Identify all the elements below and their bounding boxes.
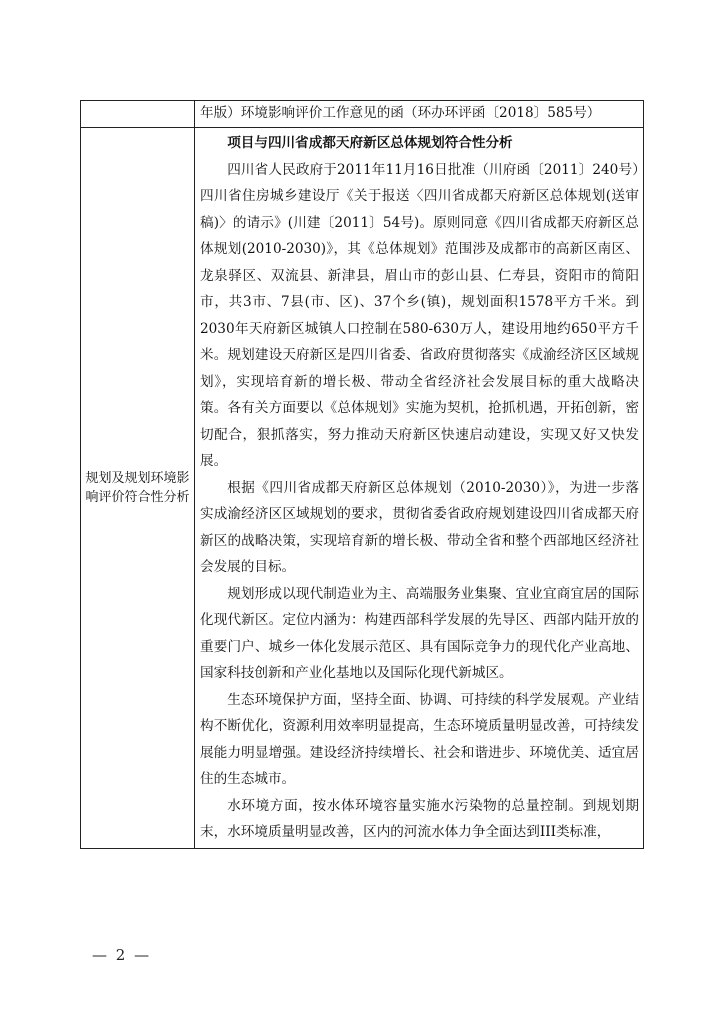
table-row [80, 127, 644, 848]
page-number: — 2 — [92, 946, 152, 964]
row-content-cell [195, 101, 643, 127]
continued-text: 年版）环境影响评价工作意见的函（环办环评函〔2018〕585号） [200, 105, 601, 121]
row-content-cell [195, 128, 643, 848]
paragraph: 规划形成以现代制造业为主、高端服务业集聚、宜业宜商宜居的国际化现代新区。定位内涵为：构建西部科学发展的先导区、西部内陆开放的重要门户、城乡一体化发展示范区、具有国际竞争力的现代化产业高地、国家科技创新和产业化基地以及国际化现代新城区。 [200, 585, 639, 681]
table-row [80, 101, 644, 127]
section-heading: 项目与四川省成都天府新区总体规划符合性分析 [227, 135, 513, 151]
paragraph: 水环境方面，按水体环境容量实施水污染物的总量控制。到规划期末，水环境质量明显改善，区内的河流水体力争全面达到III类标准， [200, 797, 639, 840]
paragraph: 生态环境保护方面，坚持全面、协调、可持续的科学发展观。产业结构不断优化，资源利用效率明显提高，生态环境质量明显改善，可持续发展能力明显增强。建设经济持续增长、社会和谐进步、环境优美、适宜居住的生态城市。 [200, 691, 639, 787]
document-table [80, 100, 644, 849]
paragraph: 四川省人民政府于2011年11月16日批准（川府函〔2011〕240号）四川省住房城乡建设厅《关于报送〈四川省成都天府新区总体规划(送审稿)〉的请示》(川建〔2011〕54号)。原则同意《四川省成都天府新区总体规划(2010-2030)》，其《总体规划》范围涉及成都市的高新区南区、龙泉驿区、双流县、新津县，眉山市的彭山县、仁寿县，资阳市的简阳市，共3市、7县(市、区)、37个乡(镇)，规划面积1578平方千米。到2030年天府新区城镇人口控制在580-630万人，建设用地约650平方千米。规划建设天府新区是四川省委、省政府贯彻落实《成渝经济区区域规划》，实现培育新的增长极、带动全省经济社会发展目标的重大战略决策。各有关方面要以《总体规划》实施为契机，抢抓机遇，开拓创新，密切配合，狠抓落实，努力推动天府新区快速启动建设，实现又好又快发展。 [200, 161, 639, 469]
paragraph: 根据《四川省成都天府新区总体规划（2010-2030）》，为进一步落实成渝经济区区域规划的要求，贯彻省委省政府规划建设四川省成都天府新区的战略决策，实现培育新的增长极、带动全省和整个西部地区经济社会发展的目标。 [200, 479, 639, 575]
row-label-cell [81, 101, 195, 127]
row-label-cell: 规划及规划环境影响评价符合性分析 [81, 128, 195, 848]
